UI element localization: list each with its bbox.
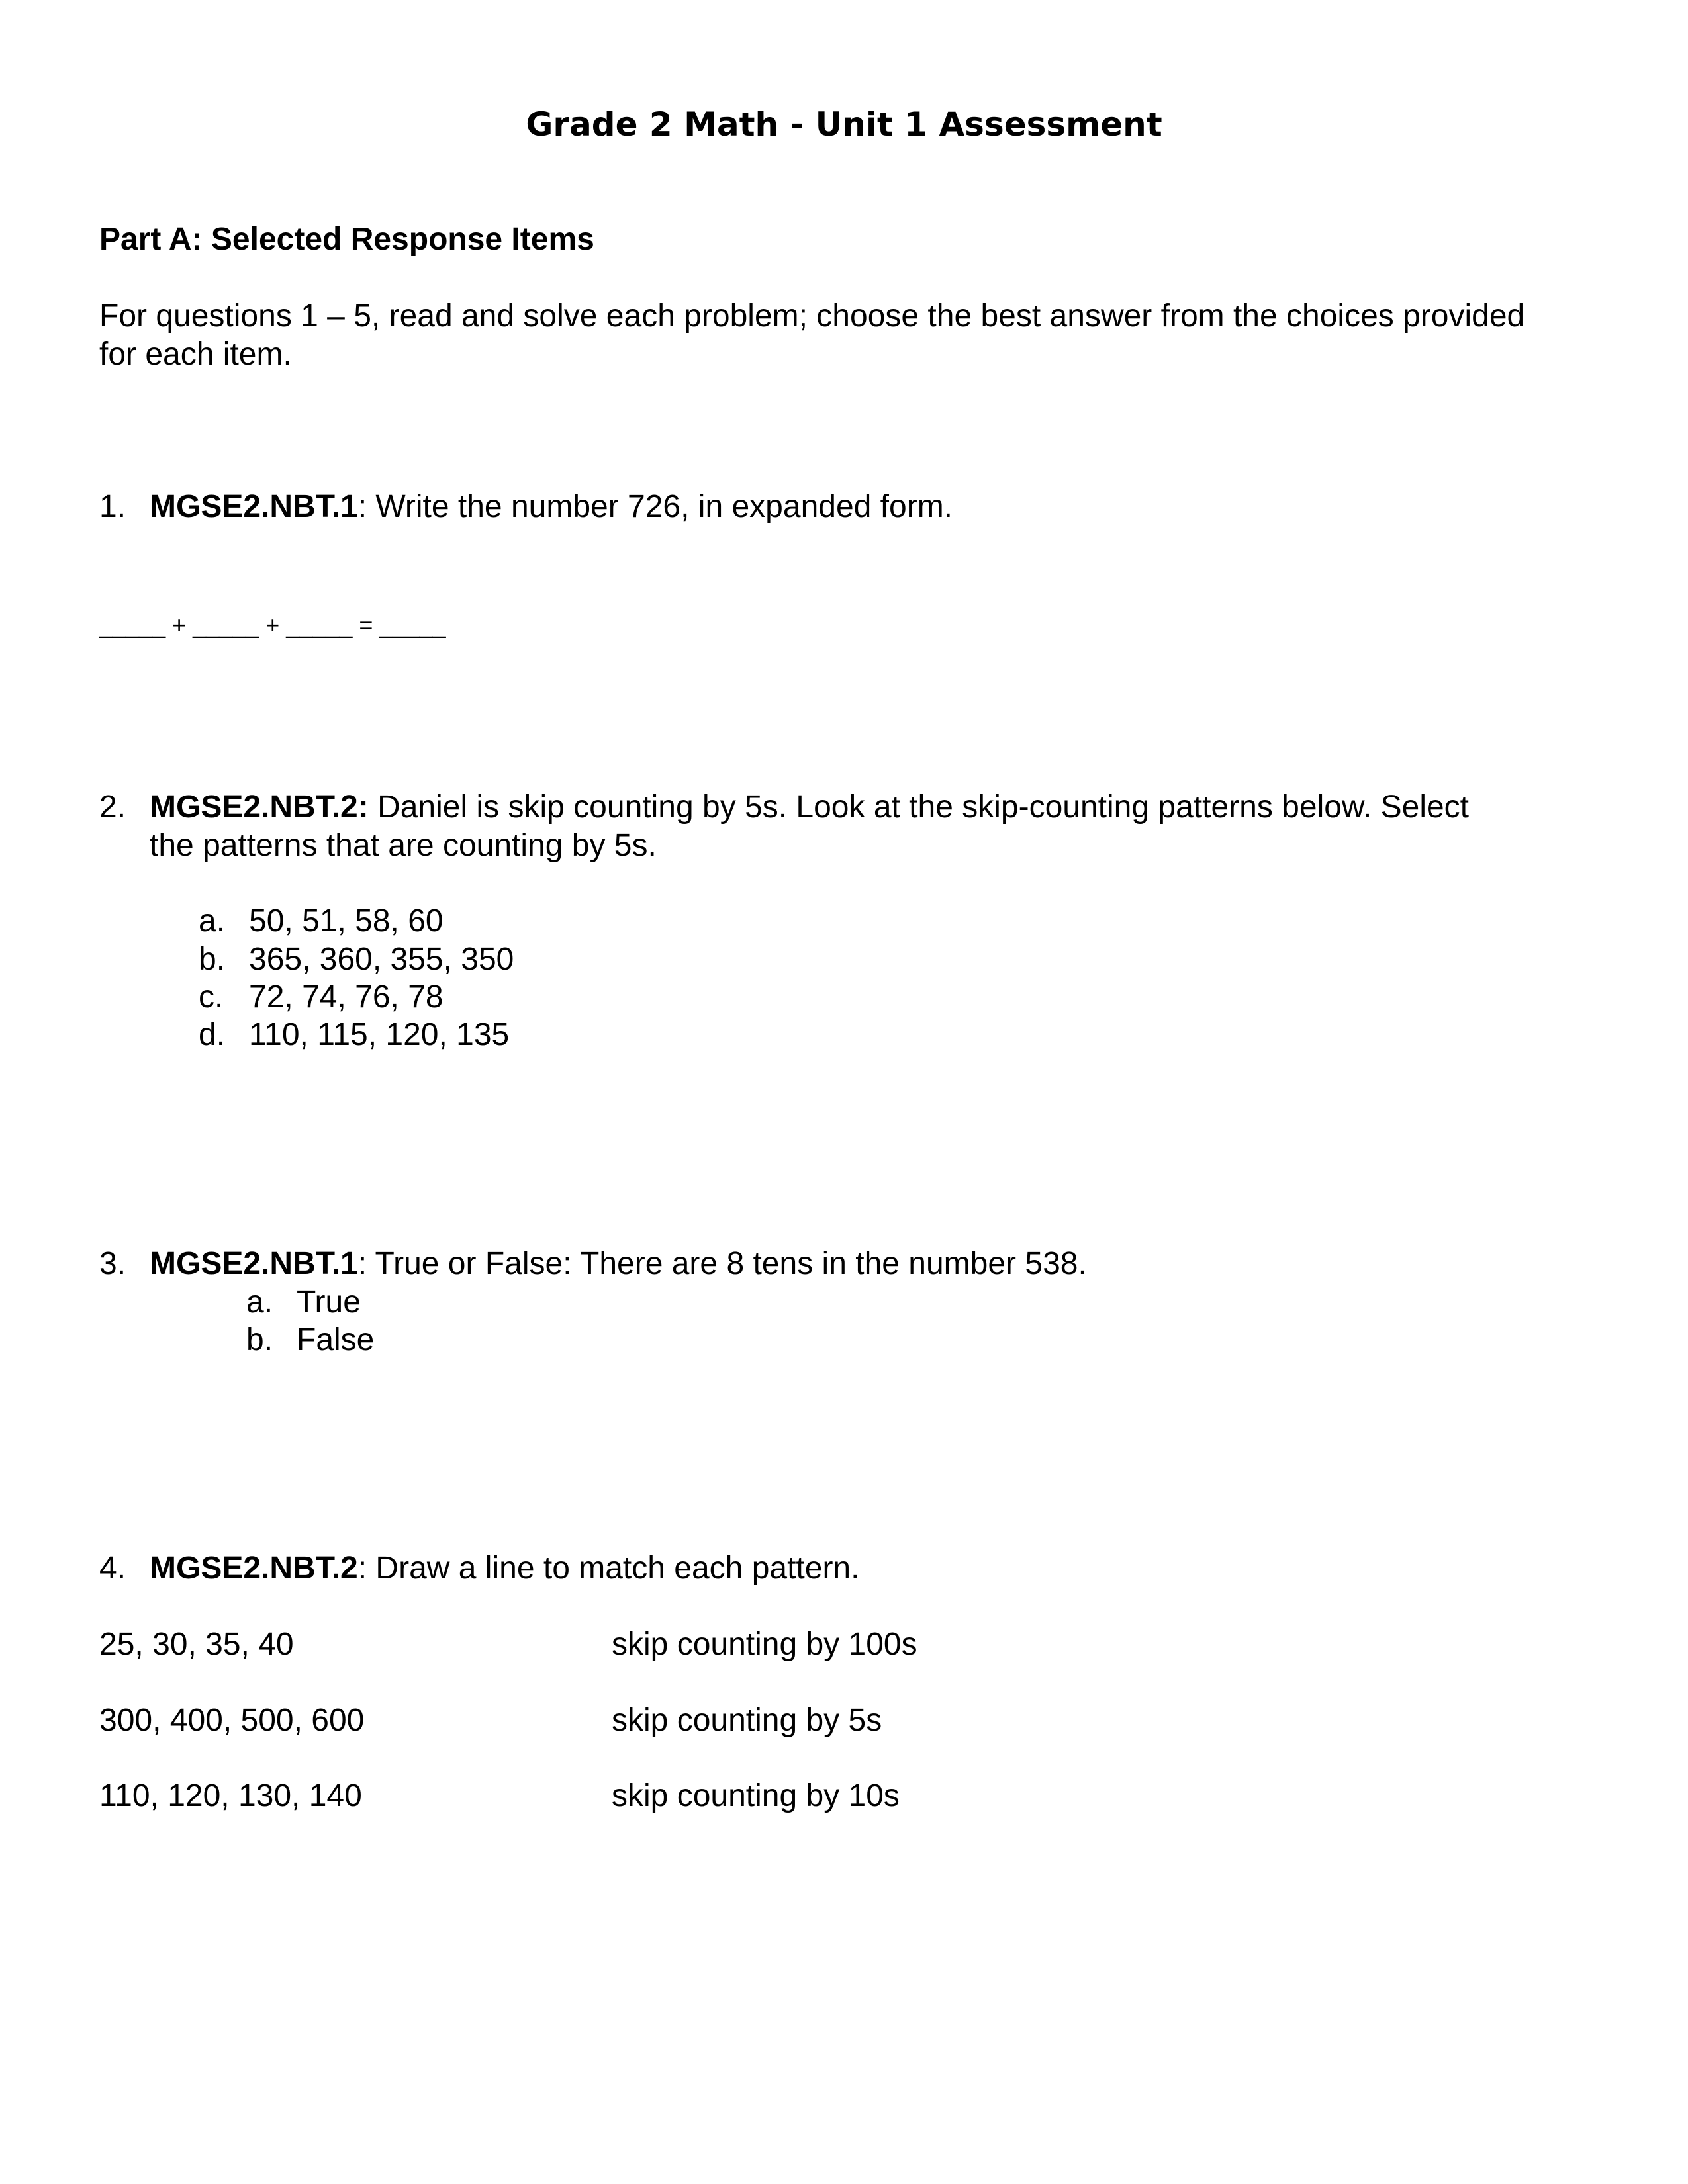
standard-code: MGSE2.NBT.2: [150, 790, 369, 825]
question-text: : Write the number 726, in expanded form. [357, 489, 953, 524]
question-1 [99, 488, 953, 526]
answer-blanks[interactable]: _____ + _____ + _____ = _____ [99, 612, 446, 639]
choice-letter: a. [246, 1285, 273, 1320]
choice-text: True [297, 1285, 361, 1320]
question-text: Daniel is skip counting by 5s. Look at the skip-counting patterns below. Select [368, 790, 1470, 825]
choice-d[interactable] [199, 1016, 509, 1054]
pattern-description[interactable]: skip counting by 100s [612, 1627, 917, 1662]
pattern-item[interactable]: 25, 30, 35, 40 [99, 1627, 294, 1662]
question-number: 1. [99, 489, 126, 524]
question-number: 2. [99, 790, 126, 825]
question-number: 3. [99, 1246, 126, 1281]
choice-a[interactable] [199, 902, 444, 940]
pattern-item[interactable]: 110, 120, 130, 140 [99, 1778, 362, 1813]
question-text: : True or False: There are 8 tens in the number 538. [357, 1246, 1087, 1281]
choice-b[interactable] [199, 940, 514, 979]
choice-text: 72, 74, 76, 78 [249, 979, 444, 1015]
instructions-line-2: for each item. [99, 337, 292, 372]
instructions-line-1: For questions 1 – 5, read and solve each problem; choose the best answer from the choices provided [99, 298, 1525, 334]
choice-text: 110, 115, 120, 135 [249, 1017, 510, 1052]
question-number: 4. [99, 1551, 126, 1586]
question-text: : Draw a line to match each pattern. [357, 1551, 860, 1586]
pattern-item[interactable]: 300, 400, 500, 600 [99, 1703, 365, 1738]
question-2-line-2: the patterns that are counting by 5s. [150, 828, 657, 863]
standard-code: MGSE2.NBT.1 [150, 1246, 358, 1281]
choice-letter: d. [199, 1017, 226, 1052]
pattern-description[interactable]: skip counting by 10s [612, 1778, 900, 1813]
choice-letter: b. [246, 1322, 273, 1357]
choice-letter: b. [199, 942, 226, 977]
choice-letter: c. [199, 979, 224, 1015]
standard-code: MGSE2.NBT.1 [150, 489, 358, 524]
question-4 [99, 1549, 859, 1588]
pattern-description[interactable]: skip counting by 5s [612, 1703, 882, 1738]
choice-letter: a. [199, 903, 226, 938]
choice-text: 50, 51, 58, 60 [249, 903, 444, 938]
choice-text: 365, 360, 355, 350 [249, 942, 514, 977]
question-2 [99, 788, 1469, 827]
question-3 [99, 1245, 1087, 1283]
choice-a[interactable] [246, 1283, 361, 1322]
choice-b[interactable] [246, 1321, 374, 1359]
standard-code: MGSE2.NBT.2 [150, 1551, 358, 1586]
choice-text: False [297, 1322, 375, 1357]
part-a-heading: Part A: Selected Response Items [99, 222, 594, 257]
choice-c[interactable] [199, 978, 444, 1017]
page-title: Grade 2 Math - Unit 1 Assessment [526, 105, 1162, 144]
